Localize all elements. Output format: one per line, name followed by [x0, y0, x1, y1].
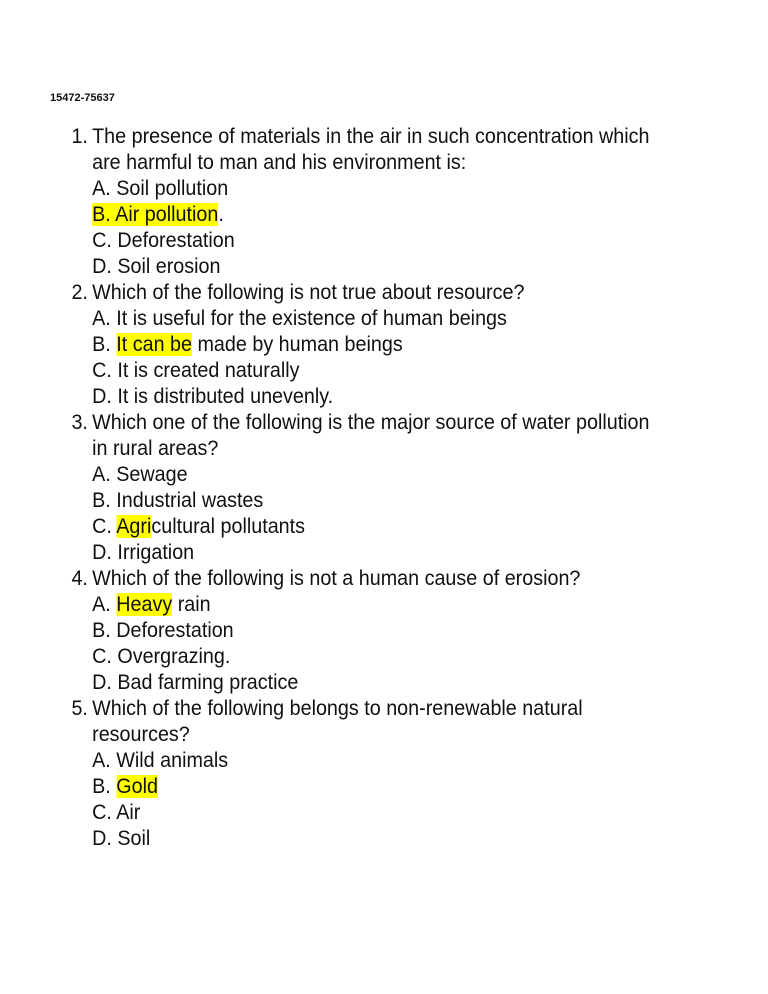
answer-option-text: [92, 826, 150, 852]
answer-option: [0, 748, 722, 774]
answer-option: [0, 826, 722, 852]
question-block: [0, 696, 768, 852]
answer-option: [0, 540, 722, 566]
answer-option: [0, 306, 722, 332]
answer-option-text: [92, 306, 507, 332]
answer-option: [0, 514, 722, 540]
answer-option-text: [92, 488, 263, 514]
option-text-segment: A. Soil pollution: [92, 177, 229, 200]
answer-option: [0, 358, 722, 384]
answer-option: [0, 800, 722, 826]
highlighted-answer-text: B. Air pollution: [92, 203, 219, 226]
highlighted-answer-text: Agri: [116, 515, 152, 538]
option-text-segment: cultural pollutants: [151, 515, 306, 538]
option-text-segment: rain: [172, 593, 211, 616]
answer-option-text: [92, 748, 228, 774]
answer-option-text: [92, 176, 228, 202]
answer-option-text: [92, 228, 235, 254]
answer-option: [0, 384, 722, 410]
answer-option-text: [92, 254, 220, 280]
option-text-segment: A. Wild animals: [92, 749, 229, 772]
option-text-segment: A. Sewage: [92, 463, 188, 486]
question-number: 4.: [71, 567, 88, 590]
question-text: Which of the following is not true about resource?: [92, 281, 525, 304]
option-text-segment: B. Deforestation: [92, 619, 234, 642]
document-id: 15472-75637: [50, 92, 115, 104]
answer-option: [0, 228, 722, 254]
question-block: [0, 124, 768, 280]
question-text: Which of the following is not a human cause of erosion?: [92, 567, 581, 590]
answer-option-text: [92, 384, 333, 410]
question-text: Which of the following belongs to non-renewable natural: [92, 697, 583, 720]
question-block: [0, 410, 768, 566]
answer-option-text: [92, 462, 187, 488]
question-number: 2.: [71, 281, 88, 304]
question-line: [0, 566, 722, 592]
answer-option-text: [92, 332, 403, 358]
question-text: Which one of the following is the major source of water pollution: [92, 411, 650, 434]
option-text-segment: D. Bad farming practice: [92, 671, 299, 694]
option-text-segment: D. Soil: [92, 827, 151, 850]
option-text-segment: B.: [92, 775, 117, 798]
option-text-segment: C. Overgrazing.: [92, 645, 231, 668]
answer-option: [0, 488, 722, 514]
highlighted-answer-text: Heavy: [116, 593, 173, 616]
answer-option-text: [92, 618, 234, 644]
question-number: 3.: [71, 411, 88, 434]
answer-option: [0, 332, 722, 358]
question-line-continued: [0, 150, 722, 176]
answer-option: [0, 176, 722, 202]
answer-option: [0, 644, 722, 670]
answer-option-text: [92, 592, 211, 618]
question-text: The presence of materials in the air in such concentration which: [92, 125, 650, 148]
answer-option-text: [92, 800, 140, 826]
question-block: [0, 566, 768, 696]
question-line: [0, 410, 722, 436]
highlighted-answer-text: Gold: [116, 775, 158, 798]
option-text-segment: made by human beings: [191, 333, 403, 356]
answer-option: [0, 774, 722, 800]
question-line-continued: [0, 722, 722, 748]
question-number: 1.: [71, 125, 88, 148]
question-block: [0, 280, 768, 410]
answer-option-text: [92, 774, 158, 800]
question-line: [0, 280, 722, 306]
option-text-segment: B.: [92, 333, 117, 356]
answer-option: [0, 670, 722, 696]
answer-option-text: [92, 514, 305, 540]
answer-option: [0, 462, 722, 488]
answer-option-text: [92, 358, 299, 384]
option-text-segment: D. Irrigation: [92, 541, 195, 564]
answer-option-text: [92, 202, 224, 228]
option-text-segment: C. Deforestation: [92, 229, 235, 252]
option-text-segment: A. It is useful for the existence of human beings: [92, 307, 507, 330]
question-text: in rural areas?: [92, 437, 219, 460]
option-text-segment: C.: [92, 515, 117, 538]
answer-option: [0, 618, 722, 644]
quiz-question-list: [0, 124, 768, 852]
option-text-segment: .: [218, 203, 224, 226]
option-text-segment: A.: [92, 593, 117, 616]
question-line: [0, 124, 722, 150]
option-text-segment: C. It is created naturally: [92, 359, 300, 382]
highlighted-answer-text: It can be: [116, 333, 192, 356]
answer-option: [0, 254, 722, 280]
option-text-segment: D. It is distributed unevenly.: [92, 385, 334, 408]
option-text-segment: D. Soil erosion: [92, 255, 221, 278]
answer-option: [0, 592, 722, 618]
answer-option-text: [92, 644, 230, 670]
answer-option-text: [92, 670, 298, 696]
question-line-continued: [0, 436, 722, 462]
question-number: 5.: [71, 697, 88, 720]
question-text: are harmful to man and his environment is:: [92, 151, 467, 174]
option-text-segment: C. Air: [92, 801, 141, 824]
question-line: [0, 696, 722, 722]
answer-option: [0, 202, 722, 228]
question-text: resources?: [92, 723, 190, 746]
option-text-segment: B. Industrial wastes: [92, 489, 264, 512]
answer-option-text: [92, 540, 194, 566]
